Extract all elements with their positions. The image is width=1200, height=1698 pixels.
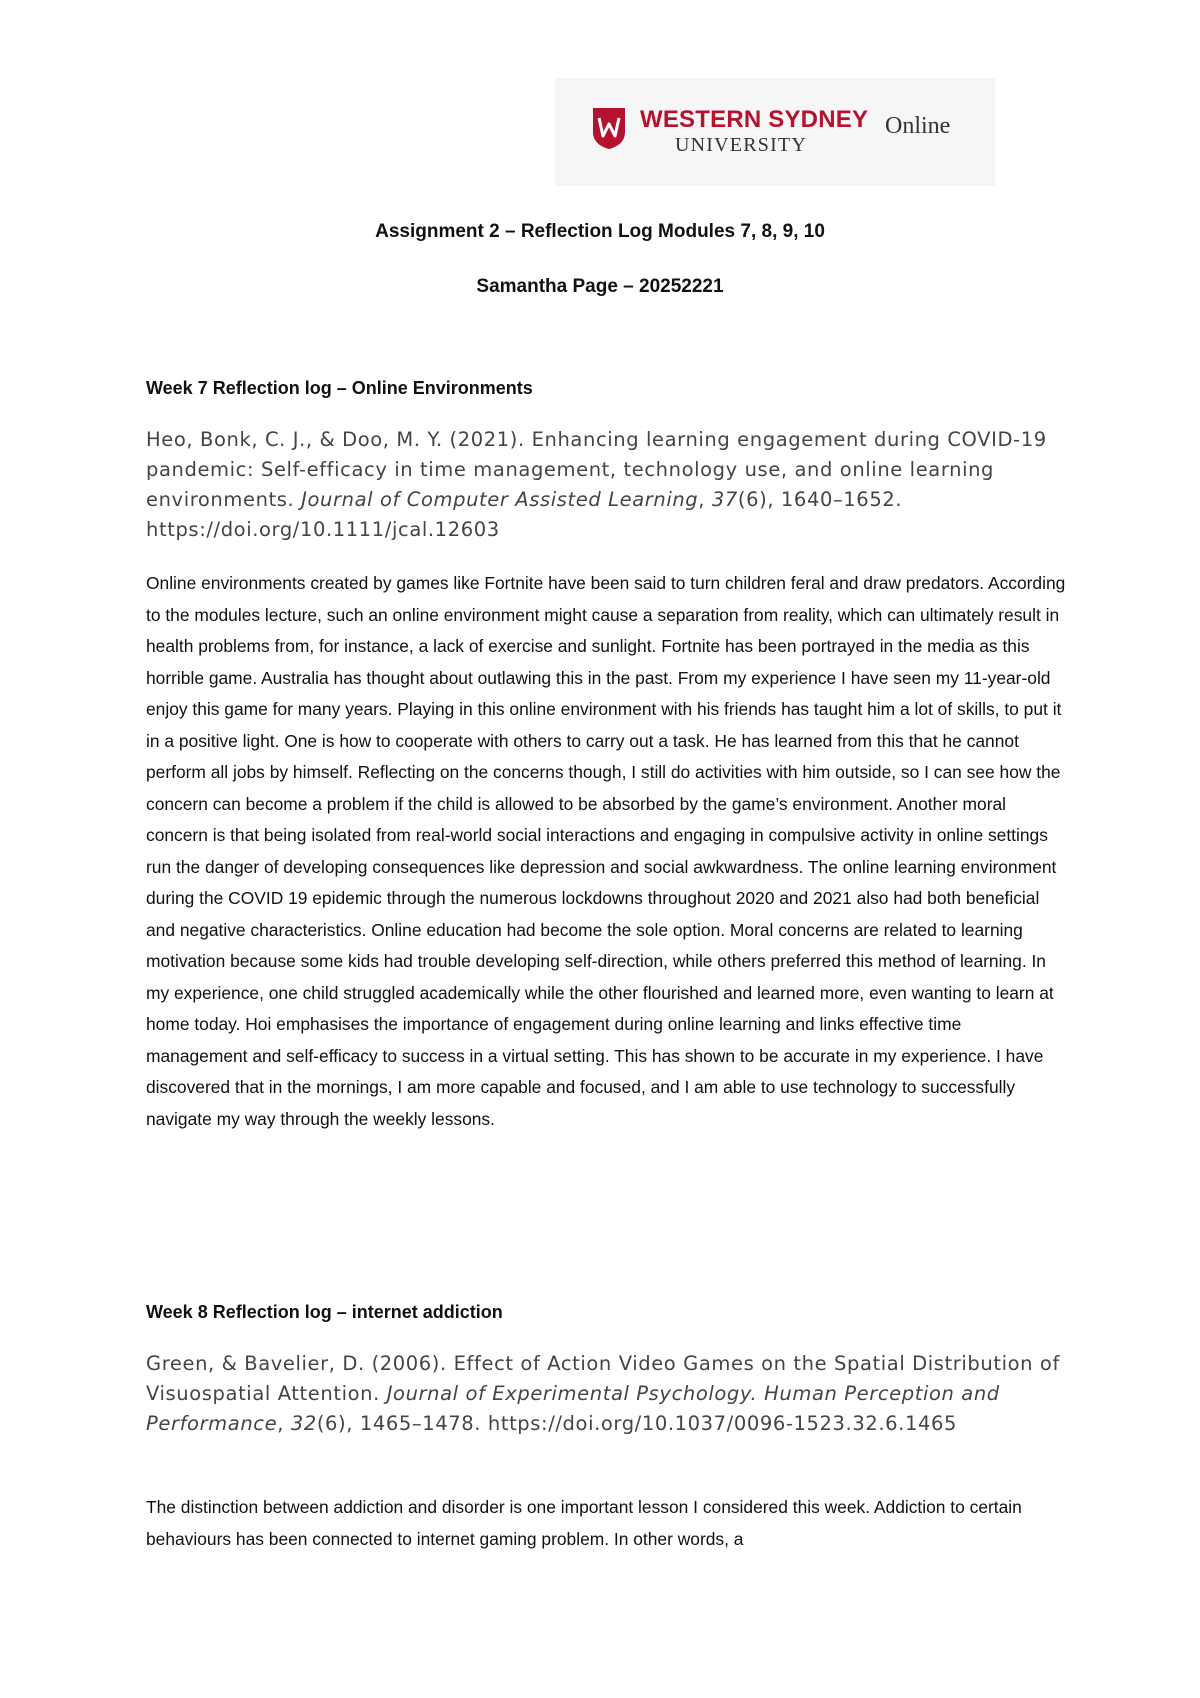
week8-ref-authors: Green, & Bavelier, D. (2006). Effect of Action Video Games on the Spatial Distribution of Visuospatial Attention. <box>146 1352 1060 1405</box>
week7-ref-authors: Heo, Bonk, C. J., & Doo, M. Y. (2021). Enhancing learning engagement during COVID-19 pandemic: Self-efficacy in time management, technology use, and online learning environments. <box>146 428 1047 511</box>
logo-subtitle: UNIVERSITY <box>675 134 807 156</box>
author-line: Samantha Page – 20252221 <box>476 276 724 297</box>
week7-heading: Week 7 Reflection log – Online Environments <box>146 378 533 398</box>
logo-online-label: Online <box>885 113 951 139</box>
week7-reference <box>146 425 1076 545</box>
week8-reference <box>146 1349 1076 1439</box>
week8-body: The distinction between addiction and disorder is one important lesson I considered this week. Addiction to certain behaviours has been connected to internet gaming problem. In other words, a <box>146 1497 1022 1549</box>
week7-ref-rest: (6), 1640–1652. https://doi.org/10.1111/jcal.12603 <box>146 488 903 541</box>
week7-ref-volume: 37 <box>711 488 738 511</box>
week8-ref-volume: 32 <box>290 1412 317 1435</box>
shield-icon <box>591 106 627 150</box>
week8-ref-sep: , <box>277 1412 291 1435</box>
week7-body: Online environments created by games like Fortnite have been said to turn children feral and draw predators. According to the modules lecture, such an online environment might cause a separation from reality, which can ultimately result in health problems from, for instance, a lack of exercise and sunlight. Fortnite has been portrayed in the media as this horrible game. Australia has thought about outlawing this in the past. From my experience I have seen my 11-year-old enjoy this game for many years. Playing in this online environment with his friends has taught him a lot of skills, to put it in a positive light. One is how to cooperate with others to carry out a task. He has learned from this that he cannot perform all jobs by himself. Reflecting on the concerns though, I still do activities with him outside, so I can see how the concern can become a problem if the child is allowed to be absorbed by the game’s environment. Another moral concern is that being isolated from real-world social interactions and engaging in compulsive activity in online settings run the danger of developing consequences like depression and social awkwardness. The online learning environment during the COVID 19 epidemic through the numerous lockdowns throughout 2020 and 2021 also had both beneficial and negative characteristics. Online education had become the sole option. Moral concerns are related to learning motivation because some kids had trouble developing self-direction, while others preferred this method of learning. In my experience, one child struggled academically while the other flourished and learned more, even wanting to learn at home today. Hoi emphasises the importance of engagement during online learning and links effective time management and self-efficacy to success in a virtual setting. This has shown to be accurate in my experience. I have discovered that in the mornings, I am more capable and focused, and I am able to use technology to successfully navigate my way through the weekly lessons. <box>146 573 1066 1129</box>
week8-ref-journal: Journal of Experimental Psychology. Human Perception and Performance <box>146 1382 1000 1435</box>
week8-ref-rest: (6), 1465–1478. https://doi.org/10.1037/0096-1523.32.6.1465 <box>316 1412 957 1435</box>
logo-name: WESTERN SYDNEY <box>640 106 869 133</box>
week7-ref-journal: Journal of Computer Assisted Learning <box>301 488 699 511</box>
university-logo <box>555 78 995 186</box>
week8-heading: Week 8 Reflection log – internet addiction <box>146 1302 503 1322</box>
document-title: Assignment 2 – Reflection Log Modules 7, 8, 9, 10 <box>375 221 825 242</box>
week7-ref-sep: , <box>698 488 712 511</box>
